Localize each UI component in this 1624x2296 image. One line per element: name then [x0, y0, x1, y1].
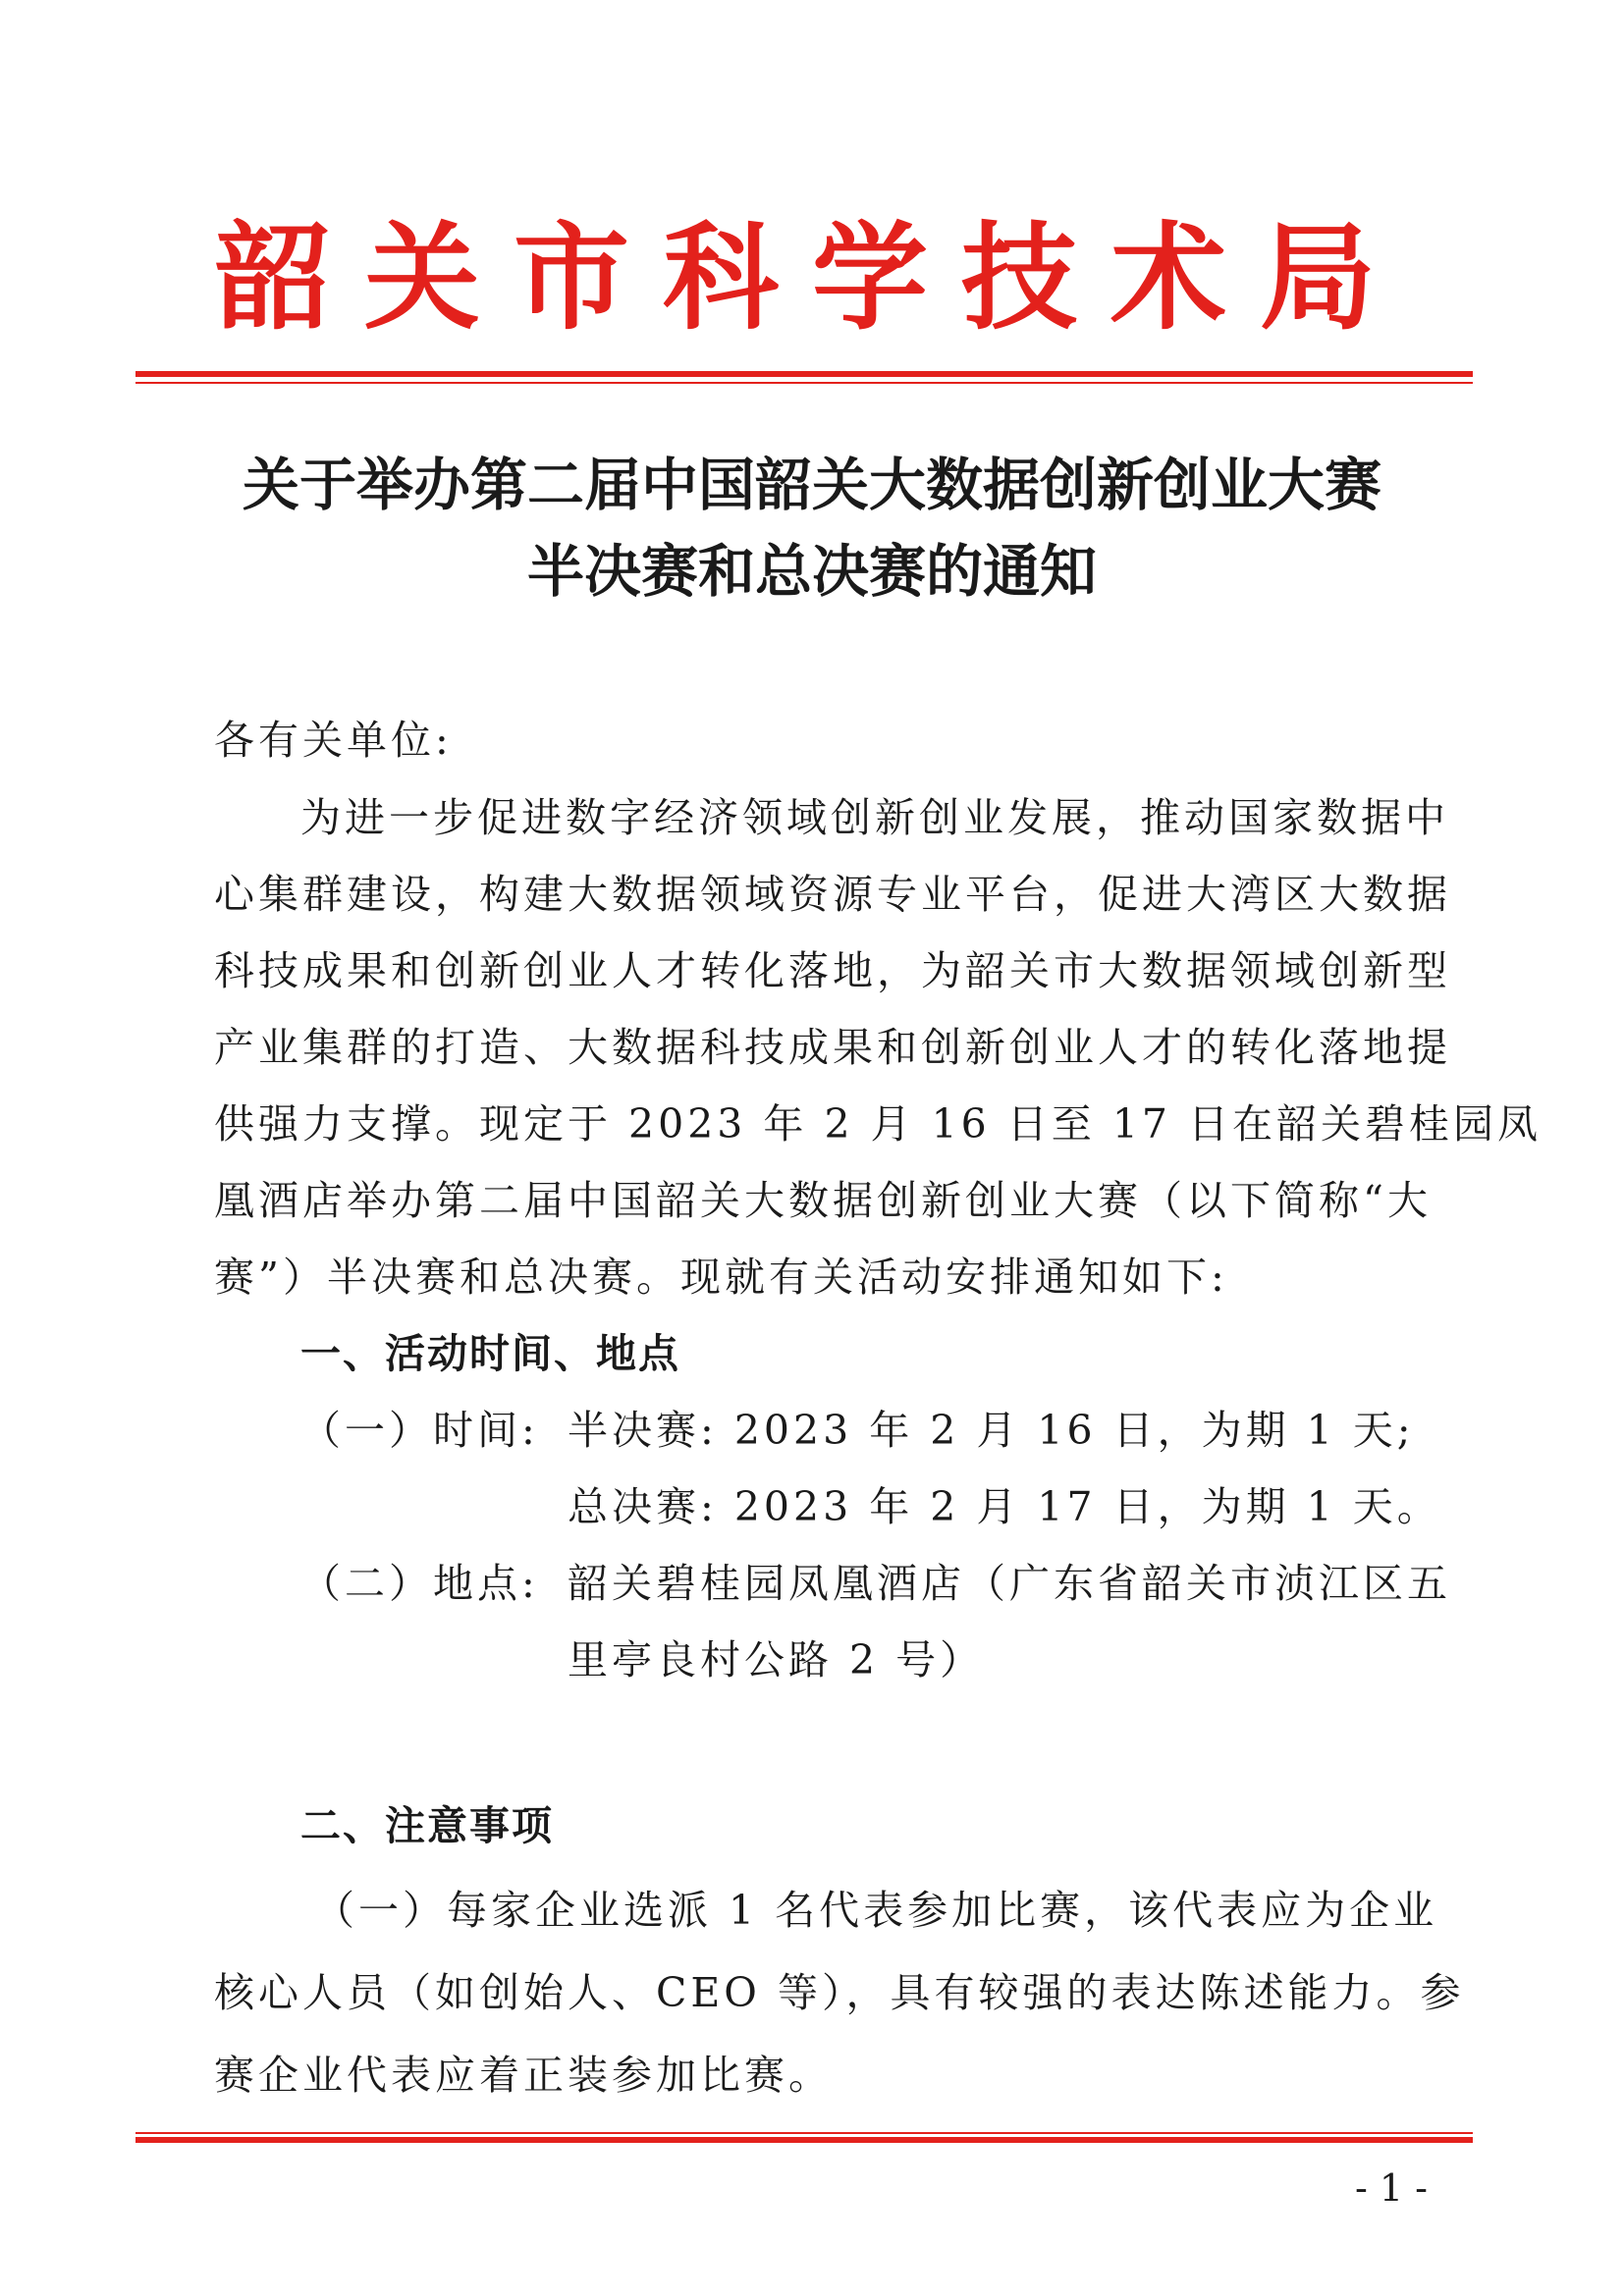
intro-line: 产业集群的打造、大数据科技成果和创新创业人才的转化落地提 — [214, 1024, 1451, 1071]
intro-line: 供强力支撑。现定于 2023 年 2 月 16 日至 17 日在韶关碧桂园凤 — [214, 1100, 1543, 1148]
section-heading: 一、活动时间、地点 — [300, 1330, 680, 1377]
intro-line: 心集群建设，构建大数据领域资源专业平台，促进大湾区大数据 — [214, 871, 1451, 918]
intro-line: 为进一步促进数字经济领域创新创业发展，推动国家数据中 — [300, 794, 1449, 841]
notice-line: （一）每家企业选派 1 名代表参加比赛，该代表应为企业 — [314, 1887, 1438, 1934]
time-final: 总决赛: 2023 年 2 月 17 日，为期 1 天。 — [568, 1483, 1441, 1530]
salutation: 各有关单位: — [214, 717, 453, 764]
issuing-org-header: 韶关市科学技术局 — [214, 210, 1409, 346]
document-title-line-2: 半决赛和总决赛的通知 — [526, 538, 1097, 605]
place-address-line-2: 里亭良村公路 2 号） — [568, 1636, 985, 1683]
place-label: （二）地点: — [300, 1560, 539, 1607]
time-semifinal: 半决赛: 2023 年 2 月 16 日，为期 1 天; — [568, 1407, 1415, 1454]
page-number: - 1 - — [1355, 2166, 1429, 2210]
footer-rule-thick — [135, 2137, 1473, 2143]
notice-line: 核心人员（如创始人、CEO 等），具有较强的表达陈述能力。参 — [214, 1969, 1465, 2016]
document-title-line-1: 关于举办第二届中国韶关大数据创新创业大赛 — [242, 452, 1381, 518]
intro-line: 凰酒店举办第二届中国韶关大数据创新创业大赛（以下简称“大 — [214, 1177, 1432, 1224]
header-rule-thick — [135, 371, 1473, 377]
header-rule-thin — [135, 382, 1473, 384]
intro-line: 赛”）半决赛和总决赛。现就有关活动安排通知如下: — [214, 1254, 1228, 1301]
time-label: （一）时间: — [300, 1407, 539, 1454]
section-heading: 二、注意事项 — [300, 1802, 554, 1849]
footer-rule-thin — [135, 2132, 1473, 2134]
notice-line: 赛企业代表应着正装参加比赛。 — [214, 2052, 833, 2099]
intro-line: 科技成果和创新创业人才转化落地，为韶关市大数据领域创新型 — [214, 947, 1451, 994]
place-address-line-1: 韶关碧桂园凤凰酒店（广东省韶关市浈江区五 — [568, 1560, 1451, 1607]
